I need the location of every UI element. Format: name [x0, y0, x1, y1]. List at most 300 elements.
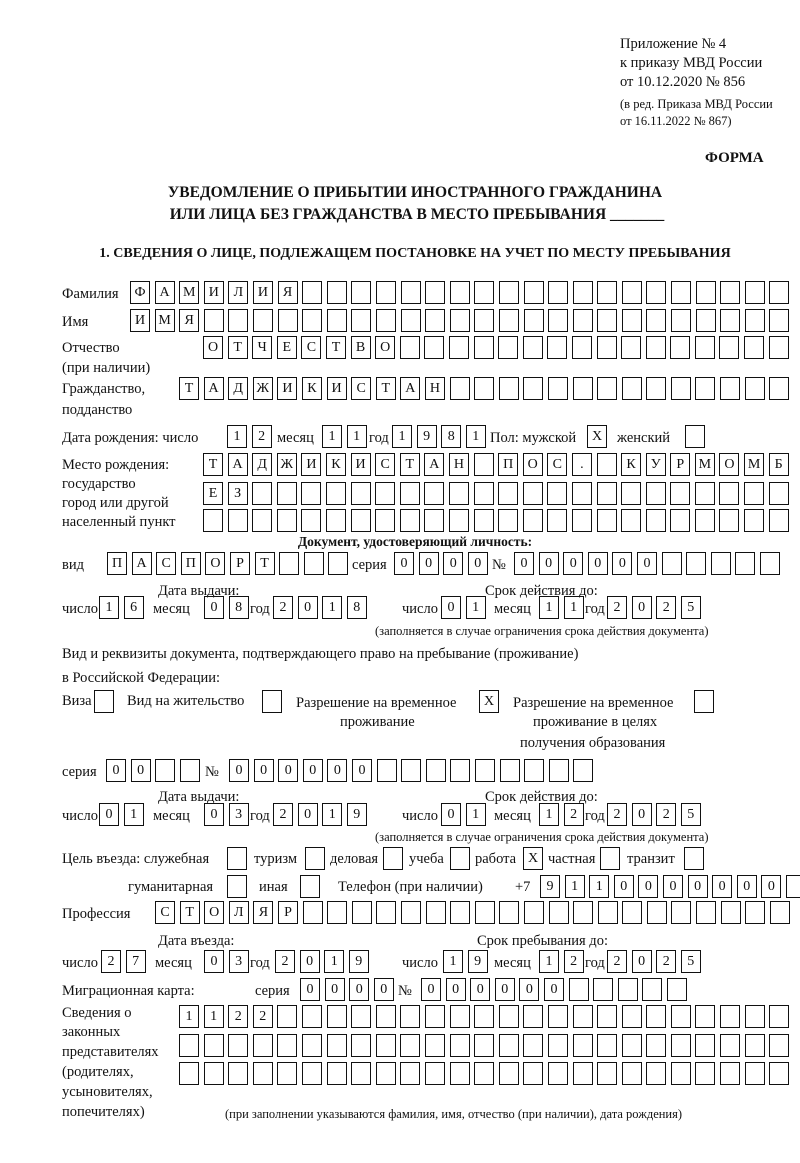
char-cell[interactable]	[449, 509, 469, 532]
char-cell[interactable]: 0	[278, 759, 298, 782]
char-cell[interactable]	[228, 1062, 248, 1085]
char-cell[interactable]: 1	[179, 1005, 199, 1028]
char-cell[interactable]: 1	[589, 875, 609, 898]
char-cell[interactable]	[548, 309, 568, 332]
char-cell[interactable]: 9	[468, 950, 488, 973]
char-cell[interactable]	[597, 377, 617, 400]
char-cell[interactable]: А	[132, 552, 152, 575]
char-cell[interactable]: 1	[466, 596, 486, 619]
char-cell[interactable]	[548, 1062, 568, 1085]
char-cell[interactable]: А	[204, 377, 224, 400]
char-cell[interactable]	[498, 336, 518, 359]
char-cell[interactable]	[474, 482, 494, 505]
char-cell[interactable]: 2	[273, 803, 293, 826]
char-cell[interactable]: 2	[607, 803, 627, 826]
char-cell[interactable]	[711, 552, 731, 575]
char-cell[interactable]: 0	[421, 978, 441, 1001]
char-cell[interactable]	[524, 901, 544, 924]
checkbox-cell[interactable]	[600, 847, 620, 870]
char-cell[interactable]: 2	[228, 1005, 248, 1028]
char-cell[interactable]	[228, 1034, 248, 1057]
char-cell[interactable]	[301, 482, 321, 505]
char-cell[interactable]	[671, 1005, 691, 1028]
char-cell[interactable]: 0	[352, 759, 372, 782]
char-cell[interactable]: 2	[273, 596, 293, 619]
phone-field[interactable]	[540, 875, 800, 898]
char-cell[interactable]	[352, 901, 372, 924]
char-cell[interactable]	[277, 509, 297, 532]
char-cell[interactable]: С	[155, 901, 175, 924]
char-cell[interactable]: 1	[227, 425, 247, 448]
char-cell[interactable]: 0	[632, 803, 652, 826]
checkbox-cell[interactable]	[383, 847, 403, 870]
char-cell[interactable]	[499, 281, 519, 304]
char-cell[interactable]	[252, 482, 272, 505]
residence-permit-checkbox[interactable]	[262, 690, 282, 713]
char-cell[interactable]: Ж	[253, 377, 273, 400]
char-cell[interactable]	[695, 1005, 715, 1028]
char-cell[interactable]: 9	[540, 875, 560, 898]
char-cell[interactable]: Ф	[130, 281, 150, 304]
char-cell[interactable]: Ч	[252, 336, 272, 359]
char-cell[interactable]	[523, 509, 543, 532]
char-cell[interactable]	[302, 281, 322, 304]
char-cell[interactable]: Н	[425, 377, 445, 400]
char-cell[interactable]	[667, 978, 687, 1001]
char-cell[interactable]	[499, 309, 519, 332]
char-cell[interactable]: 0	[229, 759, 249, 782]
char-cell[interactable]	[597, 309, 617, 332]
char-cell[interactable]	[646, 1005, 666, 1028]
char-cell[interactable]: Р	[230, 552, 250, 575]
char-cell[interactable]	[498, 482, 518, 505]
stay-day-field[interactable]	[443, 950, 488, 973]
id-issue-month-field[interactable]	[204, 596, 249, 619]
char-cell[interactable]	[449, 482, 469, 505]
char-cell[interactable]: 0	[519, 978, 539, 1001]
char-cell[interactable]	[474, 1062, 494, 1085]
char-cell[interactable]	[376, 281, 396, 304]
char-cell[interactable]: Р	[278, 901, 298, 924]
char-cell[interactable]	[572, 336, 592, 359]
char-cell[interactable]: 1	[466, 425, 486, 448]
char-cell[interactable]: 0	[419, 552, 439, 575]
char-cell[interactable]	[327, 1005, 347, 1028]
char-cell[interactable]	[400, 336, 420, 359]
char-cell[interactable]	[720, 281, 740, 304]
char-cell[interactable]	[745, 281, 765, 304]
char-cell[interactable]	[720, 1005, 740, 1028]
patronymic-field[interactable]	[203, 336, 789, 359]
char-cell[interactable]: 0	[325, 978, 345, 1001]
char-cell[interactable]: И	[204, 281, 224, 304]
char-cell[interactable]	[376, 901, 396, 924]
char-cell[interactable]	[719, 509, 739, 532]
char-cell[interactable]	[696, 309, 716, 332]
char-cell[interactable]	[450, 281, 470, 304]
char-cell[interactable]: 0	[663, 875, 683, 898]
char-cell[interactable]: К	[621, 453, 641, 476]
char-cell[interactable]	[424, 509, 444, 532]
birthplace-field-3[interactable]	[203, 509, 789, 532]
char-cell[interactable]: 0	[298, 596, 318, 619]
char-cell[interactable]: Т	[203, 453, 223, 476]
char-cell[interactable]: М	[179, 281, 199, 304]
char-cell[interactable]	[670, 482, 690, 505]
char-cell[interactable]	[670, 336, 690, 359]
char-cell[interactable]: 0	[204, 596, 224, 619]
char-cell[interactable]: О	[719, 453, 739, 476]
temp-residence-checkbox[interactable]	[479, 690, 499, 713]
char-cell[interactable]	[498, 509, 518, 532]
purpose-transit-checkbox[interactable]	[684, 847, 704, 870]
char-cell[interactable]	[646, 1062, 666, 1085]
char-cell[interactable]	[377, 759, 397, 782]
id-number-field[interactable]	[514, 552, 780, 575]
char-cell[interactable]	[253, 309, 273, 332]
char-cell[interactable]: 0	[468, 552, 488, 575]
char-cell[interactable]	[622, 1005, 642, 1028]
char-cell[interactable]: 1	[204, 1005, 224, 1028]
char-cell[interactable]	[326, 509, 346, 532]
char-cell[interactable]: У	[646, 453, 666, 476]
char-cell[interactable]	[548, 1005, 568, 1028]
char-cell[interactable]	[695, 336, 715, 359]
char-cell[interactable]: И	[253, 281, 273, 304]
char-cell[interactable]	[401, 281, 421, 304]
char-cell[interactable]	[597, 281, 617, 304]
citizenship-field[interactable]	[179, 377, 789, 400]
char-cell[interactable]: А	[400, 377, 420, 400]
char-cell[interactable]	[450, 309, 470, 332]
char-cell[interactable]: 0	[303, 759, 323, 782]
char-cell[interactable]	[646, 482, 666, 505]
char-cell[interactable]	[474, 1034, 494, 1057]
char-cell[interactable]	[523, 336, 543, 359]
char-cell[interactable]: С	[547, 453, 567, 476]
char-cell[interactable]: 0	[298, 803, 318, 826]
char-cell[interactable]	[376, 1062, 396, 1085]
char-cell[interactable]: 0	[441, 596, 461, 619]
entry-year-field[interactable]	[275, 950, 369, 973]
checkbox-cell[interactable]	[684, 847, 704, 870]
char-cell[interactable]: Н	[449, 453, 469, 476]
char-cell[interactable]	[450, 377, 470, 400]
char-cell[interactable]	[573, 901, 593, 924]
representatives-field-2[interactable]	[179, 1034, 789, 1057]
char-cell[interactable]: Т	[228, 336, 248, 359]
char-cell[interactable]	[351, 509, 371, 532]
char-cell[interactable]	[523, 1034, 543, 1057]
char-cell[interactable]	[474, 1005, 494, 1028]
char-cell[interactable]	[523, 377, 543, 400]
char-cell[interactable]	[671, 281, 691, 304]
char-cell[interactable]	[351, 1034, 371, 1057]
char-cell[interactable]: 2	[607, 950, 627, 973]
char-cell[interactable]	[622, 281, 642, 304]
char-cell[interactable]: Р	[670, 453, 690, 476]
char-cell[interactable]	[744, 482, 764, 505]
char-cell[interactable]: 5	[681, 596, 701, 619]
stay-valid-day-field[interactable]	[441, 803, 486, 826]
char-cell[interactable]	[500, 759, 520, 782]
char-cell[interactable]: 0	[99, 803, 119, 826]
char-cell[interactable]	[474, 336, 494, 359]
purpose-work-checkbox[interactable]	[523, 847, 543, 870]
stay-valid-month-field[interactable]	[539, 803, 584, 826]
char-cell[interactable]	[573, 1034, 593, 1057]
char-cell[interactable]	[597, 509, 617, 532]
migration-series-field[interactable]	[300, 978, 394, 1001]
char-cell[interactable]	[671, 309, 691, 332]
char-cell[interactable]	[523, 1005, 543, 1028]
char-cell[interactable]: И	[351, 453, 371, 476]
char-cell[interactable]: П	[498, 453, 518, 476]
char-cell[interactable]	[573, 1005, 593, 1028]
char-cell[interactable]	[598, 901, 618, 924]
migration-number-field[interactable]	[421, 978, 687, 1001]
char-cell[interactable]	[786, 875, 800, 898]
char-cell[interactable]	[400, 1005, 420, 1028]
char-cell[interactable]	[228, 309, 248, 332]
char-cell[interactable]: 1	[564, 596, 584, 619]
char-cell[interactable]	[745, 1062, 765, 1085]
char-cell[interactable]	[302, 1005, 322, 1028]
char-cell[interactable]	[547, 336, 567, 359]
char-cell[interactable]: 2	[656, 803, 676, 826]
char-cell[interactable]	[621, 509, 641, 532]
char-cell[interactable]: 0	[737, 875, 757, 898]
stay-valid-year-field[interactable]	[607, 803, 701, 826]
char-cell[interactable]: 1	[347, 425, 367, 448]
id-issue-year-field[interactable]	[273, 596, 367, 619]
char-cell[interactable]	[745, 377, 765, 400]
char-cell[interactable]: Я	[253, 901, 273, 924]
checkbox-cell[interactable]	[227, 875, 247, 898]
char-cell[interactable]	[695, 1034, 715, 1057]
char-cell[interactable]	[424, 482, 444, 505]
char-cell[interactable]: 1	[539, 596, 559, 619]
char-cell[interactable]: 2	[252, 425, 272, 448]
stay-month-field[interactable]	[539, 950, 584, 973]
id-type-field[interactable]	[107, 552, 348, 575]
char-cell[interactable]: 8	[229, 596, 249, 619]
char-cell[interactable]: С	[351, 377, 371, 400]
char-cell[interactable]: 0	[612, 552, 632, 575]
char-cell[interactable]: 8	[441, 425, 461, 448]
char-cell[interactable]	[719, 336, 739, 359]
sex-male-checkbox[interactable]	[587, 425, 607, 448]
char-cell[interactable]: И	[327, 377, 347, 400]
char-cell[interactable]: 0	[394, 552, 414, 575]
surname-field[interactable]	[130, 281, 789, 304]
char-cell[interactable]	[573, 281, 593, 304]
char-cell[interactable]	[642, 978, 662, 1001]
char-cell[interactable]: 1	[443, 950, 463, 973]
char-cell[interactable]	[646, 281, 666, 304]
char-cell[interactable]: О	[205, 552, 225, 575]
char-cell[interactable]: 0	[443, 552, 463, 575]
char-cell[interactable]: 0	[563, 552, 583, 575]
char-cell[interactable]: З	[228, 482, 248, 505]
char-cell[interactable]	[302, 1062, 322, 1085]
char-cell[interactable]: О	[203, 336, 223, 359]
purpose-business-checkbox[interactable]	[383, 847, 403, 870]
char-cell[interactable]	[474, 281, 494, 304]
char-cell[interactable]	[475, 901, 495, 924]
char-cell[interactable]	[328, 552, 348, 575]
char-cell[interactable]	[401, 901, 421, 924]
char-cell[interactable]	[573, 759, 593, 782]
char-cell[interactable]	[179, 1034, 199, 1057]
char-cell[interactable]: Т	[326, 336, 346, 359]
id-series-field[interactable]	[394, 552, 488, 575]
char-cell[interactable]: Т	[255, 552, 275, 575]
char-cell[interactable]	[647, 901, 667, 924]
char-cell[interactable]	[622, 901, 642, 924]
char-cell[interactable]: 0	[495, 978, 515, 1001]
char-cell[interactable]	[671, 1034, 691, 1057]
char-cell[interactable]	[400, 1062, 420, 1085]
char-cell[interactable]	[696, 281, 716, 304]
char-cell[interactable]: 0	[588, 552, 608, 575]
char-cell[interactable]	[499, 901, 519, 924]
char-cell[interactable]: 1	[322, 596, 342, 619]
char-cell[interactable]	[597, 1034, 617, 1057]
char-cell[interactable]: М	[744, 453, 764, 476]
char-cell[interactable]	[695, 482, 715, 505]
char-cell[interactable]	[425, 309, 445, 332]
char-cell[interactable]: 8	[347, 596, 367, 619]
char-cell[interactable]: 0	[632, 950, 652, 973]
char-cell[interactable]: А	[424, 453, 444, 476]
checkbox-cell[interactable]: X	[479, 690, 499, 713]
char-cell[interactable]	[474, 377, 494, 400]
char-cell[interactable]	[719, 482, 739, 505]
char-cell[interactable]	[327, 1034, 347, 1057]
char-cell[interactable]	[278, 309, 298, 332]
char-cell[interactable]	[744, 336, 764, 359]
char-cell[interactable]	[769, 377, 789, 400]
char-cell[interactable]	[351, 1005, 371, 1028]
char-cell[interactable]: 1	[539, 950, 559, 973]
char-cell[interactable]: 9	[347, 803, 367, 826]
char-cell[interactable]	[646, 377, 666, 400]
char-cell[interactable]: 0	[204, 950, 224, 973]
char-cell[interactable]	[597, 453, 617, 476]
char-cell[interactable]: 9	[349, 950, 369, 973]
char-cell[interactable]	[524, 759, 544, 782]
char-cell[interactable]	[474, 309, 494, 332]
char-cell[interactable]: М	[155, 309, 175, 332]
char-cell[interactable]	[573, 377, 593, 400]
char-cell[interactable]: Е	[277, 336, 297, 359]
char-cell[interactable]: 0	[514, 552, 534, 575]
char-cell[interactable]: 1	[124, 803, 144, 826]
char-cell[interactable]	[686, 552, 706, 575]
char-cell[interactable]: 0	[688, 875, 708, 898]
char-cell[interactable]	[327, 281, 347, 304]
char-cell[interactable]	[573, 1062, 593, 1085]
checkbox-cell[interactable]: X	[523, 847, 543, 870]
purpose-private-checkbox[interactable]	[600, 847, 620, 870]
char-cell[interactable]: О	[375, 336, 395, 359]
char-cell[interactable]	[597, 482, 617, 505]
char-cell[interactable]	[769, 281, 789, 304]
char-cell[interactable]: 1	[322, 803, 342, 826]
char-cell[interactable]: 0	[638, 875, 658, 898]
char-cell[interactable]	[450, 1062, 470, 1085]
char-cell[interactable]: 0	[106, 759, 126, 782]
char-cell[interactable]: 6	[124, 596, 144, 619]
checkbox-cell[interactable]	[450, 847, 470, 870]
char-cell[interactable]: Т	[180, 901, 200, 924]
char-cell[interactable]	[597, 336, 617, 359]
char-cell[interactable]	[204, 309, 224, 332]
stay-issue-year-field[interactable]	[273, 803, 367, 826]
char-cell[interactable]: И	[301, 453, 321, 476]
char-cell[interactable]: 0	[632, 596, 652, 619]
char-cell[interactable]	[769, 336, 789, 359]
purpose-study-checkbox[interactable]	[450, 847, 470, 870]
char-cell[interactable]	[253, 1034, 273, 1057]
char-cell[interactable]: С	[375, 453, 395, 476]
char-cell[interactable]: К	[302, 377, 322, 400]
char-cell[interactable]: С	[301, 336, 321, 359]
char-cell[interactable]	[203, 509, 223, 532]
checkbox-cell[interactable]	[227, 847, 247, 870]
purpose-humanitarian-checkbox[interactable]	[227, 875, 247, 898]
char-cell[interactable]: В	[351, 336, 371, 359]
char-cell[interactable]	[277, 1005, 297, 1028]
char-cell[interactable]: 0	[254, 759, 274, 782]
id-valid-year-field[interactable]	[607, 596, 701, 619]
char-cell[interactable]	[204, 1034, 224, 1057]
char-cell[interactable]	[549, 901, 569, 924]
char-cell[interactable]	[695, 509, 715, 532]
char-cell[interactable]	[474, 453, 494, 476]
char-cell[interactable]	[646, 509, 666, 532]
char-cell[interactable]	[548, 377, 568, 400]
char-cell[interactable]	[302, 309, 322, 332]
char-cell[interactable]: Д	[228, 377, 248, 400]
char-cell[interactable]	[475, 759, 495, 782]
char-cell[interactable]	[670, 509, 690, 532]
stay-series-field[interactable]	[106, 759, 200, 782]
char-cell[interactable]: 2	[564, 950, 584, 973]
char-cell[interactable]	[745, 1005, 765, 1028]
char-cell[interactable]: 0	[446, 978, 466, 1001]
char-cell[interactable]	[375, 509, 395, 532]
char-cell[interactable]	[400, 482, 420, 505]
char-cell[interactable]: К	[326, 453, 346, 476]
char-cell[interactable]	[327, 901, 347, 924]
profession-field[interactable]	[155, 901, 790, 924]
char-cell[interactable]: 5	[681, 950, 701, 973]
char-cell[interactable]	[179, 1062, 199, 1085]
visa-checkbox[interactable]	[94, 690, 114, 713]
char-cell[interactable]: 7	[126, 950, 146, 973]
char-cell[interactable]: 2	[656, 596, 676, 619]
purpose-service-checkbox[interactable]	[227, 847, 247, 870]
char-cell[interactable]	[720, 377, 740, 400]
char-cell[interactable]	[696, 901, 716, 924]
char-cell[interactable]	[671, 1062, 691, 1085]
char-cell[interactable]: И	[277, 377, 297, 400]
char-cell[interactable]: И	[130, 309, 150, 332]
char-cell[interactable]	[671, 377, 691, 400]
char-cell[interactable]	[400, 509, 420, 532]
